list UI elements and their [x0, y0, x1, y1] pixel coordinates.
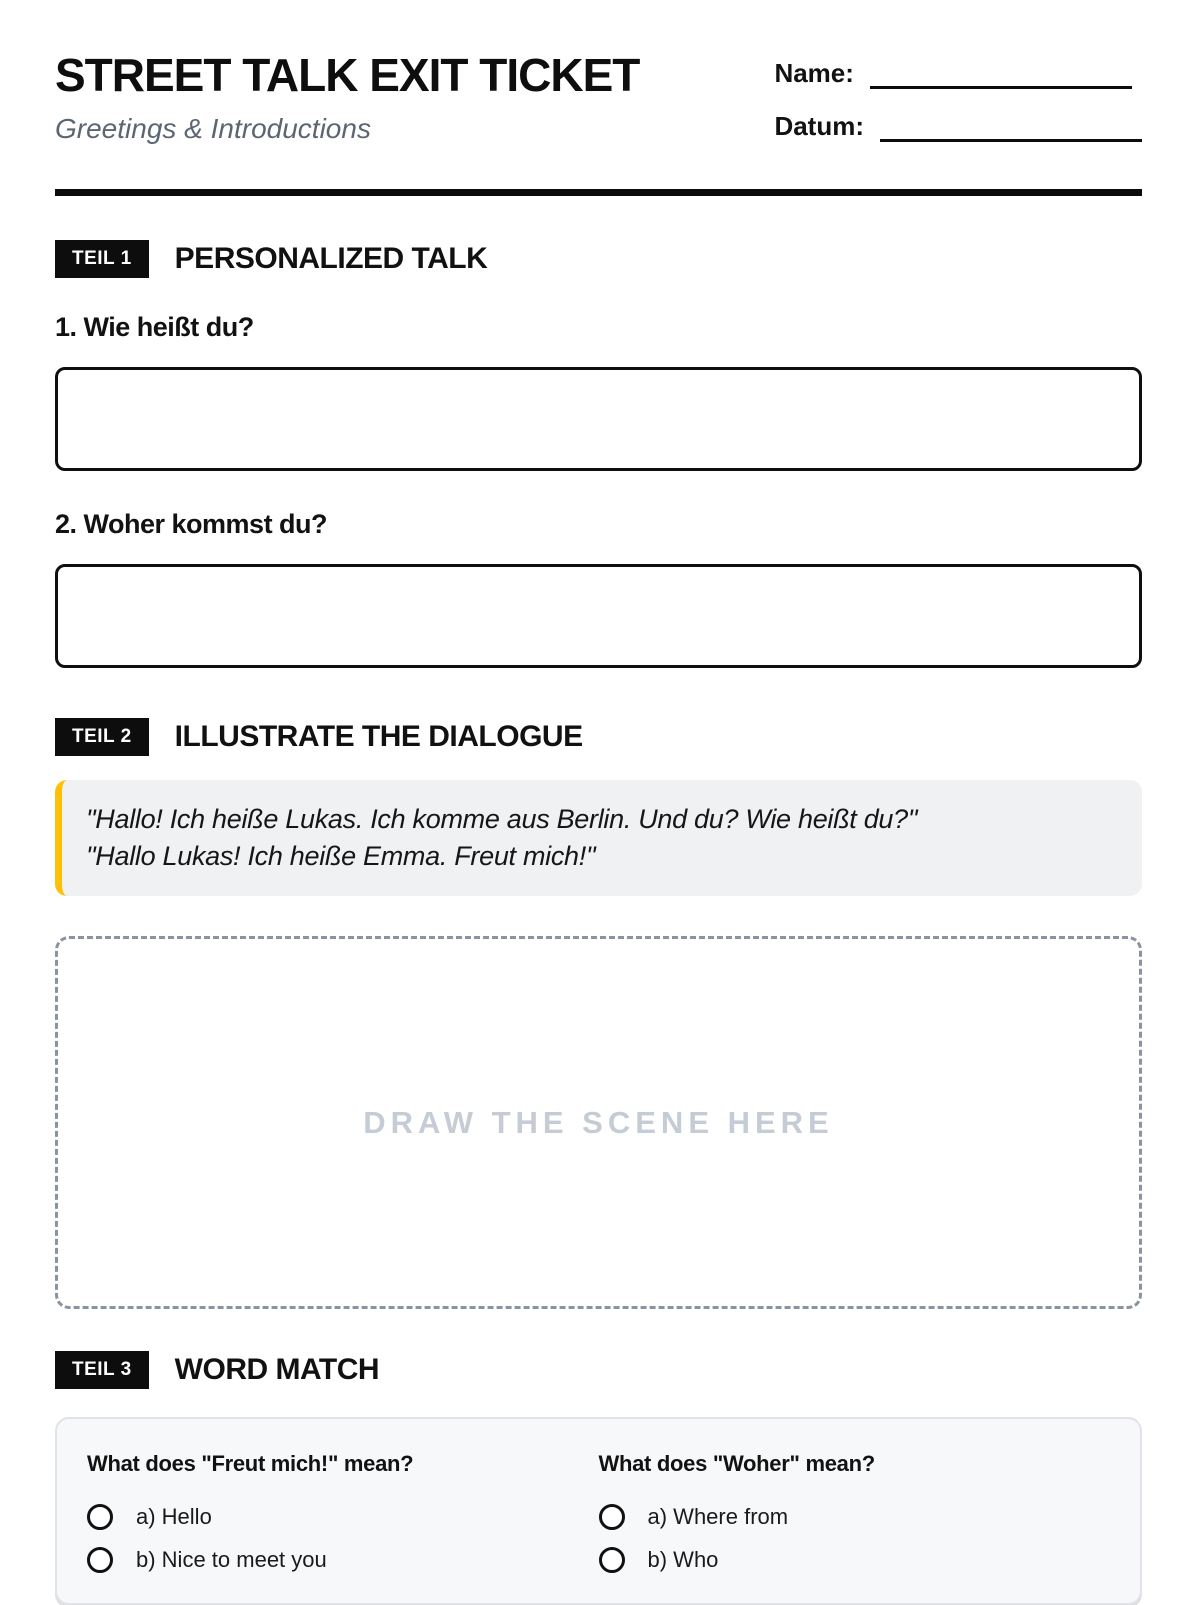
- page-title: STREET TALK EXIT TICKET: [55, 49, 640, 101]
- date-field-row: [774, 111, 1142, 142]
- dialogue-line-1: "Hallo! Ich heiße Lukas. Ich komme aus Berlin. Und du? Wie heißt du?": [86, 803, 918, 834]
- radio-button-icon[interactable]: [87, 1504, 113, 1530]
- match-q1-option-a[interactable]: [87, 1504, 599, 1530]
- word-match-question-1: [87, 1451, 599, 1573]
- answer-box-1[interactable]: [55, 367, 1142, 471]
- match-q1-option-b[interactable]: [87, 1547, 599, 1573]
- radio-button-icon[interactable]: [599, 1547, 625, 1573]
- question-1-label: 1. Wie heißt du?: [55, 311, 254, 342]
- option-label: b) Who: [647, 1547, 719, 1573]
- header-titles: [55, 50, 639, 145]
- header: [55, 50, 1142, 145]
- draw-scene-area[interactable]: [55, 936, 1142, 1309]
- draw-scene-placeholder: DRAW THE SCENE HERE: [363, 1104, 834, 1140]
- teil2-badge: TEIL 2: [55, 718, 149, 756]
- dialogue-quote-box: [55, 780, 1142, 897]
- header-fields: [774, 50, 1142, 142]
- option-label: a) Hello: [136, 1504, 212, 1530]
- option-label: a) Where from: [647, 1504, 789, 1530]
- teil1-badge: TEIL 1: [55, 240, 149, 278]
- date-input-line[interactable]: [880, 112, 1142, 142]
- teil3-heading: WORD MATCH: [174, 1353, 380, 1387]
- word-match-question-2: [599, 1451, 1111, 1573]
- name-label: Name:: [774, 58, 854, 88]
- match-prompt-1: What does "Freut mich!" mean?: [87, 1451, 414, 1477]
- radio-button-icon[interactable]: [599, 1504, 625, 1530]
- teil1-heading: PERSONALIZED TALK: [174, 241, 488, 275]
- match-prompt-2: What does "Woher" mean?: [598, 1451, 875, 1477]
- section-teil1-header: [55, 240, 1142, 278]
- section-teil3-header: [55, 1351, 1142, 1389]
- section-teil2-header: [55, 718, 1142, 756]
- teil3-badge: TEIL 3: [55, 1351, 149, 1389]
- radio-button-icon[interactable]: [87, 1547, 113, 1573]
- match-q2-option-a[interactable]: [599, 1504, 1111, 1530]
- dialogue-line-2: "Hallo Lukas! Ich heiße Emma. Freut mich!": [86, 840, 596, 871]
- question-2-label: 2. Woher kommst du?: [55, 508, 328, 539]
- answer-box-2[interactable]: [55, 564, 1142, 668]
- date-label: Datum:: [774, 111, 864, 141]
- teil2-heading: ILLUSTRATE THE DIALOGUE: [174, 719, 583, 753]
- name-field-row: [774, 58, 1142, 89]
- match-q2-option-b[interactable]: [599, 1547, 1111, 1573]
- word-match-box: [55, 1417, 1142, 1605]
- header-divider: [55, 189, 1142, 196]
- name-input-line[interactable]: [870, 59, 1132, 89]
- option-label: b) Nice to meet you: [136, 1547, 327, 1573]
- page-subtitle: Greetings & Introductions: [55, 112, 371, 144]
